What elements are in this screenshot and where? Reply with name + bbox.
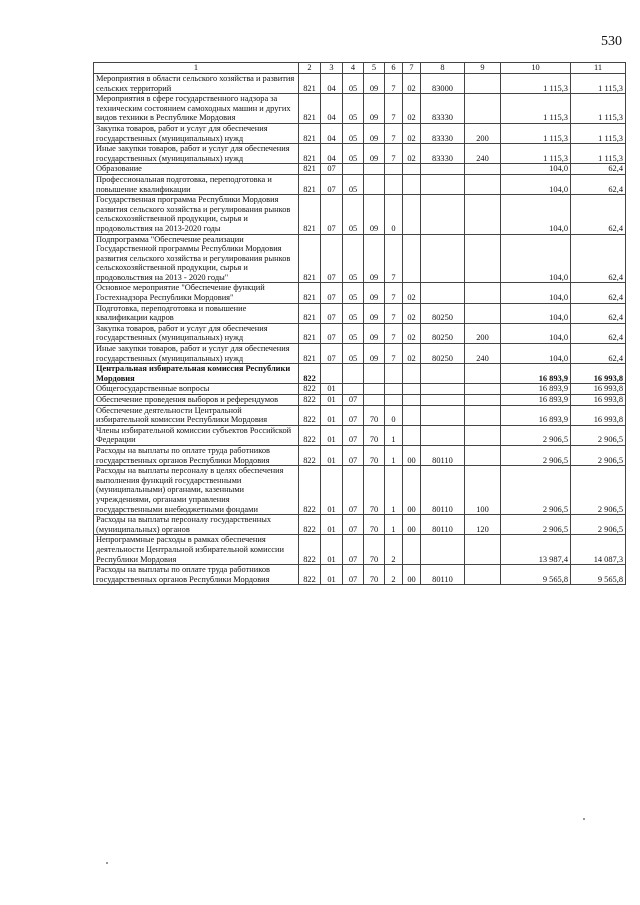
row-name-cell: Расходы на выплаты персоналу в целях обеспечения выполнения функций государственными (муниципальными) органами, казенными учреждениями, органами управления государственными внебюджетными фондами [94, 466, 299, 515]
row-value-cell: 00 [403, 445, 421, 465]
row-name-cell: Закупка товаров, работ и услуг для обеспечения государственных (муниципальных) нужд [94, 323, 299, 343]
column-header: 7 [403, 63, 421, 74]
table-row [94, 405, 626, 425]
row-value-cell: 7 [385, 234, 403, 283]
row-value-cell: 62,4 [571, 195, 626, 234]
row-value-cell: 70 [364, 405, 385, 425]
row-value-cell [465, 445, 501, 465]
row-name-cell: Центральная избирательная комиссия Республики Мордовия [94, 364, 299, 384]
row-value-cell [421, 164, 465, 175]
row-value-cell: 200 [465, 323, 501, 343]
row-value-cell [465, 425, 501, 445]
row-value-cell: 07 [343, 405, 364, 425]
row-value-cell: 16 893,9 [501, 384, 571, 395]
row-value-cell [343, 164, 364, 175]
row-value-cell: 02 [403, 303, 421, 323]
row-value-cell [403, 425, 421, 445]
row-value-cell: 70 [364, 515, 385, 535]
row-value-cell [465, 565, 501, 585]
row-value-cell: 04 [321, 123, 343, 143]
row-value-cell: 05 [343, 174, 364, 194]
row-value-cell [385, 364, 403, 384]
row-value-cell: 70 [364, 565, 385, 585]
row-value-cell [403, 384, 421, 395]
row-value-cell [364, 395, 385, 406]
row-value-cell: 822 [299, 466, 321, 515]
row-value-cell: 1 [385, 445, 403, 465]
row-value-cell [465, 234, 501, 283]
row-value-cell: 821 [299, 174, 321, 194]
row-name-cell: Основное мероприятие "Обеспечение функций Гостехнадзора Республики Мордовия" [94, 283, 299, 303]
row-value-cell: 1 115,3 [571, 123, 626, 143]
column-header: 9 [465, 63, 501, 74]
row-value-cell: 1 115,3 [501, 123, 571, 143]
row-value-cell: 0 [385, 405, 403, 425]
row-value-cell: 80110 [421, 515, 465, 535]
row-value-cell: 09 [364, 144, 385, 164]
row-value-cell [343, 384, 364, 395]
row-value-cell: 07 [343, 535, 364, 565]
row-value-cell: 1 [385, 515, 403, 535]
row-value-cell: 821 [299, 234, 321, 283]
row-value-cell: 01 [321, 466, 343, 515]
row-value-cell: 822 [299, 425, 321, 445]
row-value-cell: 01 [321, 405, 343, 425]
row-value-cell: 822 [299, 364, 321, 384]
row-value-cell: 1 [385, 466, 403, 515]
table-row [94, 323, 626, 343]
row-value-cell: 7 [385, 94, 403, 124]
table-row [94, 283, 626, 303]
row-value-cell: 1 115,3 [571, 144, 626, 164]
row-value-cell: 07 [343, 466, 364, 515]
scan-mark [583, 818, 585, 820]
row-value-cell: 822 [299, 535, 321, 565]
table-row [94, 94, 626, 124]
table-row [94, 234, 626, 283]
row-value-cell [421, 405, 465, 425]
row-value-cell: 104,0 [501, 164, 571, 175]
row-value-cell: 09 [364, 344, 385, 364]
row-value-cell: 83330 [421, 123, 465, 143]
row-value-cell: 240 [465, 144, 501, 164]
row-value-cell: 02 [403, 344, 421, 364]
row-value-cell: 07 [343, 515, 364, 535]
row-value-cell: 62,4 [571, 323, 626, 343]
row-name-cell: Расходы на выплаты персоналу государственных (муниципальных) органов [94, 515, 299, 535]
row-value-cell: 2 906,5 [501, 466, 571, 515]
row-value-cell: 00 [403, 466, 421, 515]
row-value-cell: 80110 [421, 466, 465, 515]
row-value-cell [343, 364, 364, 384]
row-value-cell: 05 [343, 123, 364, 143]
row-value-cell: 2 906,5 [501, 425, 571, 445]
row-value-cell: 62,4 [571, 283, 626, 303]
row-name-cell: Мероприятия в области сельского хозяйства и развития сельских территорий [94, 74, 299, 94]
row-value-cell [421, 364, 465, 384]
row-value-cell: 1 115,3 [571, 74, 626, 94]
row-value-cell: 7 [385, 123, 403, 143]
row-value-cell: 16 893,9 [501, 364, 571, 384]
row-name-cell: Мероприятия в сфере государственного надзора за техническим состоянием самоходных машин и других видов техники в Республике Мордовия [94, 94, 299, 124]
row-value-cell [465, 405, 501, 425]
row-value-cell: 104,0 [501, 344, 571, 364]
row-name-cell: Расходы на выплаты по оплате труда работников государственных органов Республики Мордовия [94, 445, 299, 465]
row-value-cell: 62,4 [571, 164, 626, 175]
row-value-cell: 07 [343, 425, 364, 445]
row-value-cell: 120 [465, 515, 501, 535]
row-value-cell: 02 [403, 144, 421, 164]
row-value-cell [421, 195, 465, 234]
row-value-cell: 821 [299, 164, 321, 175]
row-value-cell: 70 [364, 535, 385, 565]
header-row [94, 63, 626, 74]
row-value-cell: 07 [343, 445, 364, 465]
row-value-cell: 02 [403, 323, 421, 343]
row-value-cell: 821 [299, 123, 321, 143]
row-value-cell: 02 [403, 283, 421, 303]
row-value-cell [403, 164, 421, 175]
row-value-cell [403, 195, 421, 234]
row-value-cell: 13 987,4 [501, 535, 571, 565]
row-name-cell: Члены избирательной комиссии субъектов Российской Федерации [94, 425, 299, 445]
row-value-cell: 1 115,3 [571, 94, 626, 124]
row-value-cell: 7 [385, 344, 403, 364]
row-value-cell: 07 [321, 195, 343, 234]
row-value-cell: 1 115,3 [501, 144, 571, 164]
row-value-cell [465, 395, 501, 406]
row-value-cell [385, 174, 403, 194]
row-value-cell [465, 535, 501, 565]
row-value-cell: 104,0 [501, 283, 571, 303]
row-value-cell [421, 174, 465, 194]
row-value-cell: 07 [343, 395, 364, 406]
table-row [94, 515, 626, 535]
row-value-cell: 01 [321, 395, 343, 406]
table-row [94, 195, 626, 234]
table-row [94, 425, 626, 445]
row-name-cell: Иные закупки товаров, работ и услуг для обеспечения государственных (муниципальных) нужд [94, 344, 299, 364]
row-value-cell: 821 [299, 74, 321, 94]
row-value-cell: 05 [343, 283, 364, 303]
row-value-cell: 9 565,8 [571, 565, 626, 585]
row-value-cell: 1 [385, 425, 403, 445]
row-name-cell: Образование [94, 164, 299, 175]
row-value-cell: 7 [385, 74, 403, 94]
row-value-cell: 05 [343, 234, 364, 283]
row-name-cell: Непрограммные расходы в рамках обеспечения деятельности Центральной избирательной комиссии Республики Мордовия [94, 535, 299, 565]
row-value-cell: 16 993,8 [571, 364, 626, 384]
row-value-cell: 09 [364, 195, 385, 234]
row-value-cell: 01 [321, 515, 343, 535]
row-value-cell: 01 [321, 565, 343, 585]
row-value-cell [465, 94, 501, 124]
row-value-cell: 62,4 [571, 303, 626, 323]
row-value-cell [403, 405, 421, 425]
row-value-cell [421, 283, 465, 303]
row-value-cell: 822 [299, 565, 321, 585]
row-value-cell: 01 [321, 384, 343, 395]
row-value-cell [465, 384, 501, 395]
scan-mark [106, 862, 108, 864]
row-value-cell: 80250 [421, 303, 465, 323]
row-value-cell: 2 906,5 [571, 466, 626, 515]
table-row [94, 123, 626, 143]
row-value-cell [385, 164, 403, 175]
row-value-cell: 07 [321, 174, 343, 194]
row-value-cell: 16 993,8 [571, 405, 626, 425]
row-value-cell [403, 234, 421, 283]
row-value-cell: 821 [299, 283, 321, 303]
row-value-cell: 05 [343, 303, 364, 323]
row-value-cell: 09 [364, 283, 385, 303]
row-value-cell: 16 993,8 [571, 395, 626, 406]
row-value-cell [403, 364, 421, 384]
row-value-cell: 02 [403, 94, 421, 124]
table-row [94, 74, 626, 94]
row-value-cell [465, 74, 501, 94]
row-value-cell: 2 906,5 [571, 425, 626, 445]
row-value-cell [403, 395, 421, 406]
row-value-cell: 2 906,5 [501, 515, 571, 535]
row-value-cell: 104,0 [501, 195, 571, 234]
row-value-cell: 04 [321, 94, 343, 124]
row-value-cell: 07 [321, 234, 343, 283]
row-value-cell: 16 893,9 [501, 395, 571, 406]
row-value-cell: 821 [299, 144, 321, 164]
row-name-cell: Иные закупки товаров, работ и услуг для обеспечения государственных (муниципальных) нужд [94, 144, 299, 164]
row-value-cell: 14 087,3 [571, 535, 626, 565]
row-name-cell: Расходы на выплаты по оплате труда работников государственных органов Республики Мордовия [94, 565, 299, 585]
row-value-cell: 822 [299, 395, 321, 406]
row-value-cell: 70 [364, 425, 385, 445]
row-value-cell: 822 [299, 445, 321, 465]
row-value-cell [321, 364, 343, 384]
row-value-cell [421, 384, 465, 395]
row-value-cell: 822 [299, 384, 321, 395]
row-value-cell: 16 893,9 [501, 405, 571, 425]
row-value-cell: 62,4 [571, 344, 626, 364]
row-value-cell [403, 174, 421, 194]
row-value-cell: 104,0 [501, 323, 571, 343]
row-value-cell: 821 [299, 195, 321, 234]
row-value-cell: 104,0 [501, 303, 571, 323]
row-value-cell [385, 384, 403, 395]
row-value-cell: 07 [321, 344, 343, 364]
row-value-cell: 1 115,3 [501, 74, 571, 94]
row-value-cell: 80250 [421, 323, 465, 343]
table-row [94, 565, 626, 585]
row-value-cell: 01 [321, 535, 343, 565]
row-value-cell: 16 993,8 [571, 384, 626, 395]
row-value-cell: 04 [321, 74, 343, 94]
row-value-cell: 83330 [421, 94, 465, 124]
row-value-cell: 05 [343, 195, 364, 234]
row-value-cell: 80250 [421, 344, 465, 364]
row-value-cell [364, 384, 385, 395]
row-value-cell: 02 [403, 123, 421, 143]
row-value-cell: 821 [299, 344, 321, 364]
row-value-cell: 09 [364, 303, 385, 323]
column-header: 11 [571, 63, 626, 74]
row-value-cell [465, 364, 501, 384]
row-value-cell: 83000 [421, 74, 465, 94]
row-value-cell [465, 174, 501, 194]
row-value-cell [421, 425, 465, 445]
table-row [94, 364, 626, 384]
table-row [94, 174, 626, 194]
row-value-cell: 07 [321, 164, 343, 175]
row-value-cell: 70 [364, 466, 385, 515]
row-value-cell: 05 [343, 94, 364, 124]
row-value-cell: 2 [385, 565, 403, 585]
row-name-cell: Государственная программа Республики Мордовия развития сельского хозяйства и регулирования рынков сельскохозяйственной продукции, сырья и продовольствия на 2013-2020 годы [94, 195, 299, 234]
row-value-cell: 821 [299, 323, 321, 343]
row-value-cell: 822 [299, 515, 321, 535]
row-value-cell [385, 395, 403, 406]
row-value-cell: 09 [364, 123, 385, 143]
row-name-cell: Обеспечение деятельности Центральной избирательной комиссии Республики Мордовия [94, 405, 299, 425]
table-row [94, 535, 626, 565]
row-value-cell: 7 [385, 144, 403, 164]
row-value-cell: 07 [321, 323, 343, 343]
row-value-cell: 2 [385, 535, 403, 565]
row-name-cell: Профессиональная подготовка, переподготовка и повышение квалификации [94, 174, 299, 194]
row-value-cell: 240 [465, 344, 501, 364]
row-value-cell: 04 [321, 144, 343, 164]
row-value-cell: 09 [364, 94, 385, 124]
row-value-cell [421, 535, 465, 565]
column-header: 3 [321, 63, 343, 74]
row-value-cell [364, 164, 385, 175]
row-value-cell: 7 [385, 323, 403, 343]
row-value-cell: 0 [385, 195, 403, 234]
row-value-cell [421, 395, 465, 406]
column-header: 6 [385, 63, 403, 74]
row-value-cell [403, 535, 421, 565]
row-value-cell [465, 283, 501, 303]
page-number: 530 [601, 34, 622, 49]
row-value-cell: 70 [364, 445, 385, 465]
row-value-cell [465, 303, 501, 323]
column-header: 8 [421, 63, 465, 74]
row-value-cell: 83330 [421, 144, 465, 164]
row-value-cell [421, 234, 465, 283]
table-row [94, 466, 626, 515]
column-header: 1 [94, 63, 299, 74]
table-row [94, 344, 626, 364]
row-value-cell [465, 195, 501, 234]
row-value-cell: 07 [321, 303, 343, 323]
row-value-cell: 62,4 [571, 174, 626, 194]
row-value-cell: 00 [403, 515, 421, 535]
row-value-cell: 7 [385, 283, 403, 303]
row-value-cell [364, 174, 385, 194]
row-value-cell: 07 [343, 565, 364, 585]
row-value-cell: 2 906,5 [501, 445, 571, 465]
column-header: 10 [501, 63, 571, 74]
row-value-cell [465, 164, 501, 175]
table-row [94, 164, 626, 175]
table-row [94, 144, 626, 164]
row-value-cell: 01 [321, 445, 343, 465]
row-value-cell: 80110 [421, 565, 465, 585]
row-value-cell: 200 [465, 123, 501, 143]
row-value-cell: 05 [343, 144, 364, 164]
row-name-cell: Подпрограмма "Обеспечение реализации Государственной программы Республики Мордовия развития сельского хозяйства и регулирования рынков сельскохозяйственной продукции, сырья и продовольствия на 2013 - 2020 годы" [94, 234, 299, 283]
row-value-cell: 7 [385, 303, 403, 323]
column-header: 5 [364, 63, 385, 74]
row-value-cell: 100 [465, 466, 501, 515]
row-name-cell: Закупка товаров, работ и услуг для обеспечения государственных (муниципальных) нужд [94, 123, 299, 143]
row-value-cell: 05 [343, 323, 364, 343]
row-value-cell: 2 906,5 [571, 445, 626, 465]
row-value-cell: 05 [343, 344, 364, 364]
table-row [94, 445, 626, 465]
row-value-cell: 01 [321, 425, 343, 445]
row-value-cell: 07 [321, 283, 343, 303]
row-value-cell: 09 [364, 323, 385, 343]
row-value-cell: 104,0 [501, 234, 571, 283]
row-name-cell: Общегосударственные вопросы [94, 384, 299, 395]
row-value-cell: 62,4 [571, 234, 626, 283]
row-value-cell: 00 [403, 565, 421, 585]
row-value-cell: 104,0 [501, 174, 571, 194]
column-header: 2 [299, 63, 321, 74]
column-header: 4 [343, 63, 364, 74]
row-value-cell [364, 364, 385, 384]
row-value-cell: 80110 [421, 445, 465, 465]
row-value-cell: 1 115,3 [501, 94, 571, 124]
table-row [94, 303, 626, 323]
row-value-cell: 821 [299, 303, 321, 323]
row-value-cell: 9 565,8 [501, 565, 571, 585]
table-row [94, 395, 626, 406]
table-row [94, 384, 626, 395]
row-value-cell: 05 [343, 74, 364, 94]
row-value-cell: 02 [403, 74, 421, 94]
row-value-cell: 821 [299, 94, 321, 124]
row-value-cell: 2 906,5 [571, 515, 626, 535]
budget-table [93, 62, 626, 585]
row-value-cell: 09 [364, 234, 385, 283]
row-name-cell: Подготовка, переподготовка и повышение квалификации кадров [94, 303, 299, 323]
row-name-cell: Обеспечение проведения выборов и референдумов [94, 395, 299, 406]
table-body [94, 74, 626, 585]
row-value-cell: 822 [299, 405, 321, 425]
row-value-cell: 09 [364, 74, 385, 94]
